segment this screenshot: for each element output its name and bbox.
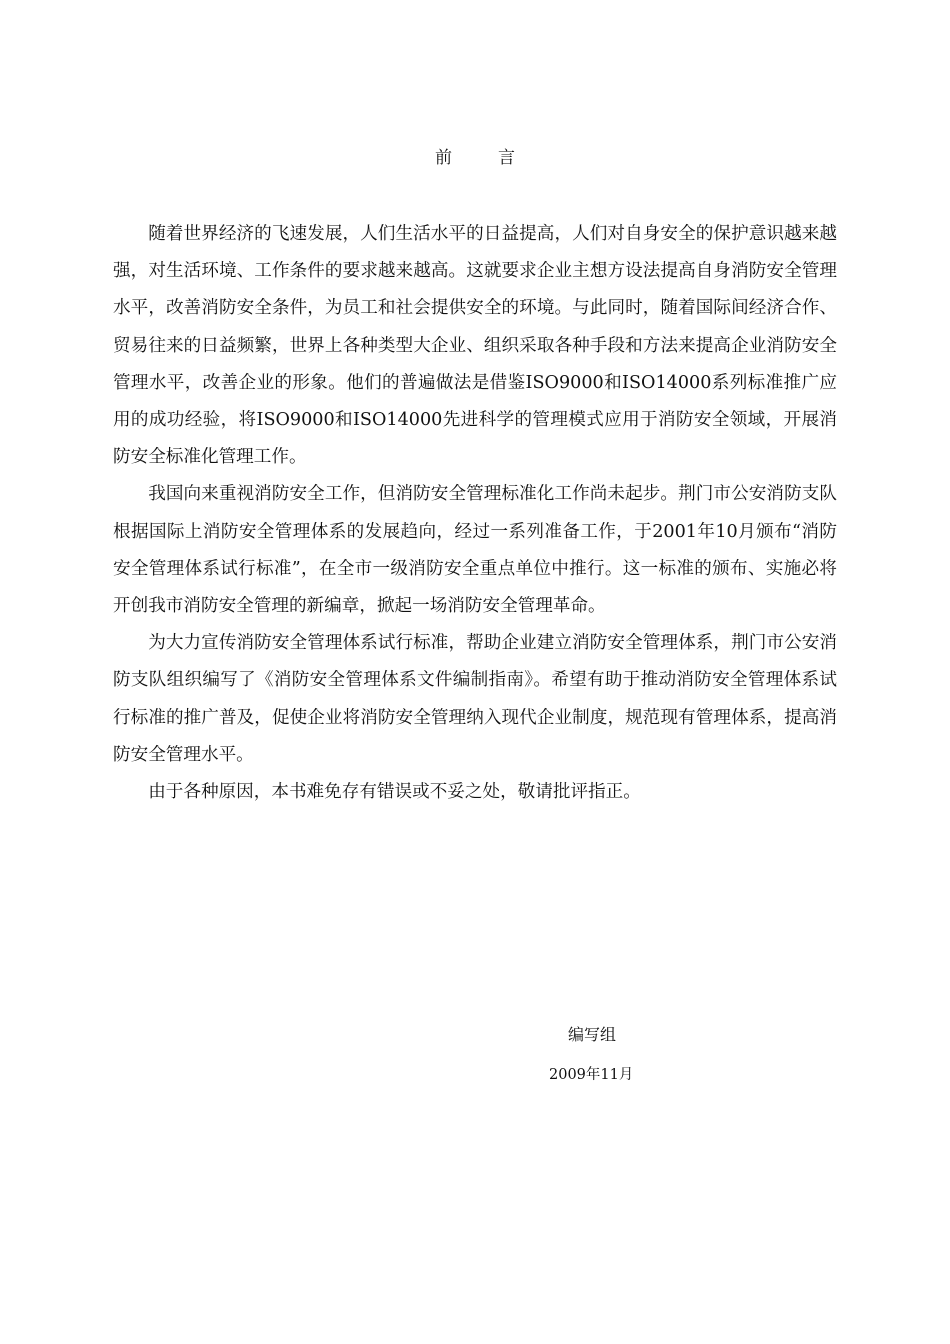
date: 2009年11月 <box>549 1067 634 1083</box>
paragraph-3: 为大力宣传消防安全管理体系试行标准，帮助企业建立消防安全管理体系，荆门市公安消防支队组织编写了《消防安全管理体系文件编制指南》。希望有助于推动消防安全管理体系试行标准的推广普及，促使企业将消防安全管理纳入现代企业制度，规范现有管理体系，提高消防安全管理水平。 <box>113 633 837 765</box>
preface-body <box>113 216 837 811</box>
paragraph-4: 由于各种原因，本书难免存有错误或不妥之处，敬请批评指正。 <box>148 782 641 803</box>
page-title <box>0 143 950 168</box>
signature: 编写组 <box>568 1025 617 1044</box>
paragraph-1: 随着世界经济的飞速发展，人们生活水平的日益提高，人们对自身安全的保护意识越来越强，对生活环境、工作条件的要求越来越高。这就要求企业主想方设法提高自身消防安全管理水平，改善消防安全条件，为员工和社会提供安全的环境。与此同时，随着国际间经济合作、贸易往来的日益频繁，世界上各种类型大企业、组织采取各种手段和方法来提高企业消防安全管理水平，改善企业的形象。他们的普遍做法是借鉴ISO9000和ISO14000系列标准推广应用的成功经验，将ISO9000和ISO14000先进科学的管理模式应用于消防安全领域，开展消防安全标准化管理工作。 <box>113 224 837 468</box>
paragraph-2: 我国向来重视消防安全工作，但消防安全管理标准化工作尚未起步。荆门市公安消防支队根据国际上消防安全管理体系的发展趋向，经过一系列准备工作，于2001年10月颁布“消防安全管理体系试行标准”，在全市一级消防安全重点单位中推行。这一标准的颁布、实施必将开创我市消防安全管理的新编章，掀起一场消防安全管理革命。 <box>113 484 837 617</box>
title-char-2: 言 <box>498 148 515 168</box>
title-char-1: 前 <box>435 148 452 168</box>
